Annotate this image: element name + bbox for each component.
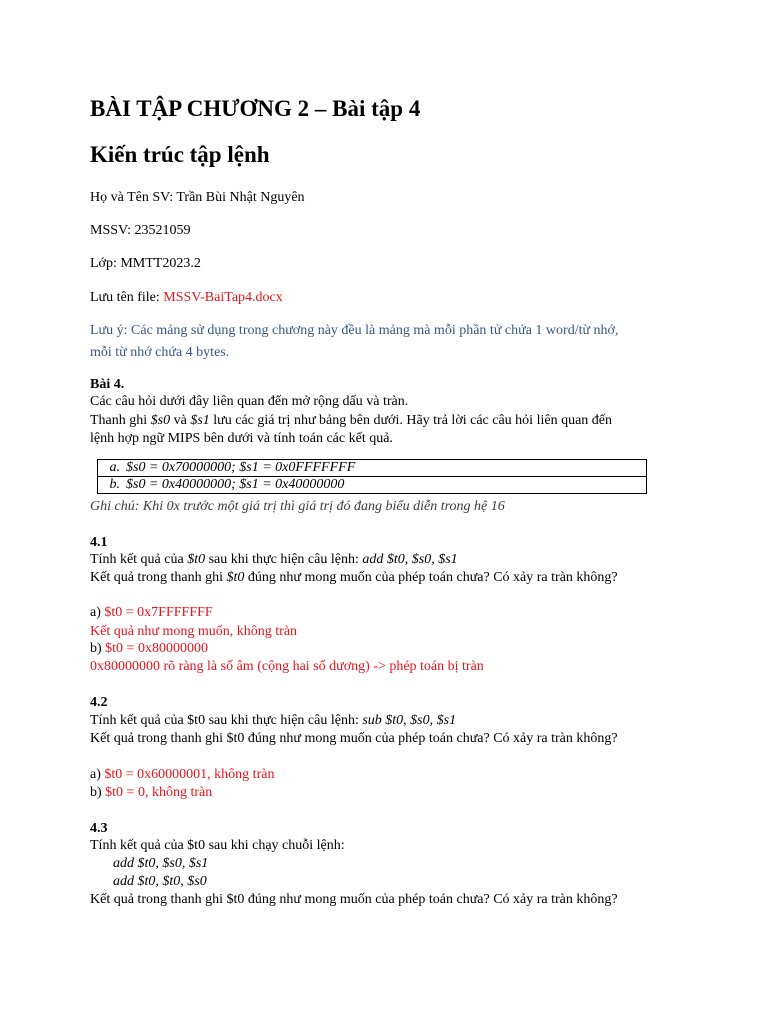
option-letter: a. <box>109 460 120 475</box>
file-label: Lưu tên file: <box>90 290 164 305</box>
name-label: Họ và Tên SV: <box>90 190 177 205</box>
answer-value: $t0 = 0x80000000 <box>105 641 208 656</box>
answer-value: $t0 = 0, không tràn <box>105 785 213 800</box>
note-line-2: mỗi từ nhớ chứa 4 bytes. <box>90 345 230 360</box>
q43-line-1: Tính kết quả của $t0 sau khi chạy chuỗi lệnh: <box>90 838 345 853</box>
q41-answer-a <box>90 604 213 621</box>
q41-answer-a-note: Kết quả như mong muốn, không tràn <box>90 624 298 639</box>
student-name-line <box>90 189 305 206</box>
q41-text-a: Tính kết quả của <box>90 552 188 567</box>
q41-l2-text-b: đúng như mong muốn của phép toán chưa? Có xảy ra tràn không? <box>244 570 618 585</box>
intro2-reg-s1: $s1 <box>190 413 210 428</box>
q42-instruction: sub $t0, $s0, $s1 <box>362 713 457 728</box>
q42-line-1 <box>90 712 456 729</box>
q41-heading: 4.1 <box>90 535 108 550</box>
ghichu-note: Ghi chú: Khi 0x trước một giá trị thì giá trị đó đang biểu diễn trong hệ 16 <box>90 499 505 514</box>
register-values-table <box>97 459 647 494</box>
bai4-heading: Bài 4. <box>90 377 125 392</box>
id-label: MSSV: <box>90 223 135 238</box>
q42-heading: 4.2 <box>90 695 108 710</box>
q43-instruction-1: add $t0, $s0, $s1 <box>113 856 209 871</box>
answer-value: $t0 = 0x60000001, không tràn <box>104 767 275 782</box>
answer-prefix: a) <box>90 605 105 620</box>
q41-l2-reg: $t0 <box>226 570 245 585</box>
q41-line-2 <box>90 569 618 586</box>
bai4-intro-2 <box>90 412 612 429</box>
note-line-1: Lưu ý: Các mảng sử dụng trong chương này đều là mảng mà mỗi phần tử chứa 1 word/từ nhớ, <box>90 323 619 338</box>
file-value: MSSV-BaiTap4.docx <box>163 290 283 305</box>
q41-text-b: sau khi thực hiện câu lệnh: <box>205 552 363 567</box>
intro2-reg-s0: $s0 <box>150 413 171 428</box>
table-cell <box>98 460 647 477</box>
class-label: Lớp: <box>90 256 121 271</box>
q41-line-1 <box>90 551 458 568</box>
q42-text-a: Tính kết quả của $t0 sau khi thực hiện câu lệnh: <box>90 713 363 728</box>
class-value: MMTT2023.2 <box>120 256 201 271</box>
page-title: BÀI TẬP CHƯƠNG 2 – Bài tập 4 <box>90 96 421 121</box>
q41-reg: $t0 <box>187 552 206 567</box>
bai4-intro-1: Các câu hỏi dưới đây liên quan đến mở rộng dấu và tràn. <box>90 394 409 409</box>
option-text: $s0 = 0x40000000; $s1 = 0x40000000 <box>126 477 345 492</box>
class-line <box>90 255 201 272</box>
q43-heading: 4.3 <box>90 821 108 836</box>
q41-l2-text-a: Kết quả trong thanh ghi <box>90 570 227 585</box>
answer-value: $t0 = 0x7FFFFFFF <box>104 605 213 620</box>
answer-prefix: b) <box>90 641 106 656</box>
intro2-text-b: và <box>170 413 191 428</box>
filename-line <box>90 289 283 306</box>
table-row <box>98 477 647 494</box>
table-cell <box>98 477 647 494</box>
id-value: 23521059 <box>134 223 191 238</box>
name-value: Trần Bùi Nhật Nguyên <box>176 190 305 205</box>
option-text: $s0 = 0x70000000; $s1 = 0x0FFFFFFF <box>126 460 356 475</box>
intro2-text-c: lưu các giá trị như bảng bên dưới. Hãy trả lời các câu hỏi liên quan đến <box>209 413 612 428</box>
q42-line-2: Kết quả trong thanh ghi $t0 đúng như mong muốn của phép toán chưa? Có xảy ra tràn không? <box>90 731 618 746</box>
q42-answer-a <box>90 766 274 783</box>
q42-answer-b <box>90 784 212 801</box>
q43-line-2: Kết quả trong thanh ghi $t0 đúng như mong muốn của phép toán chưa? Có xảy ra tràn không? <box>90 892 618 907</box>
option-letter: b. <box>109 477 120 492</box>
q41-answer-b <box>90 640 208 657</box>
answer-prefix: a) <box>90 767 105 782</box>
student-id-line <box>90 222 190 239</box>
answer-prefix: b) <box>90 785 106 800</box>
q41-instruction: add $t0, $s0, $s1 <box>362 552 458 567</box>
table-row <box>98 460 647 477</box>
q41-answer-b-note: 0x80000000 rõ ràng là số âm (cộng hai số dương) -> phép toán bị tràn <box>90 659 484 674</box>
bai4-intro-3: lệnh hợp ngữ MIPS bên dưới và tính toán các kết quả. <box>90 431 393 446</box>
page-subtitle: Kiến trúc tập lệnh <box>90 142 270 167</box>
intro2-text-a: Thanh ghi <box>90 413 151 428</box>
q43-instruction-2: add $t0, $t0, $s0 <box>113 874 207 889</box>
